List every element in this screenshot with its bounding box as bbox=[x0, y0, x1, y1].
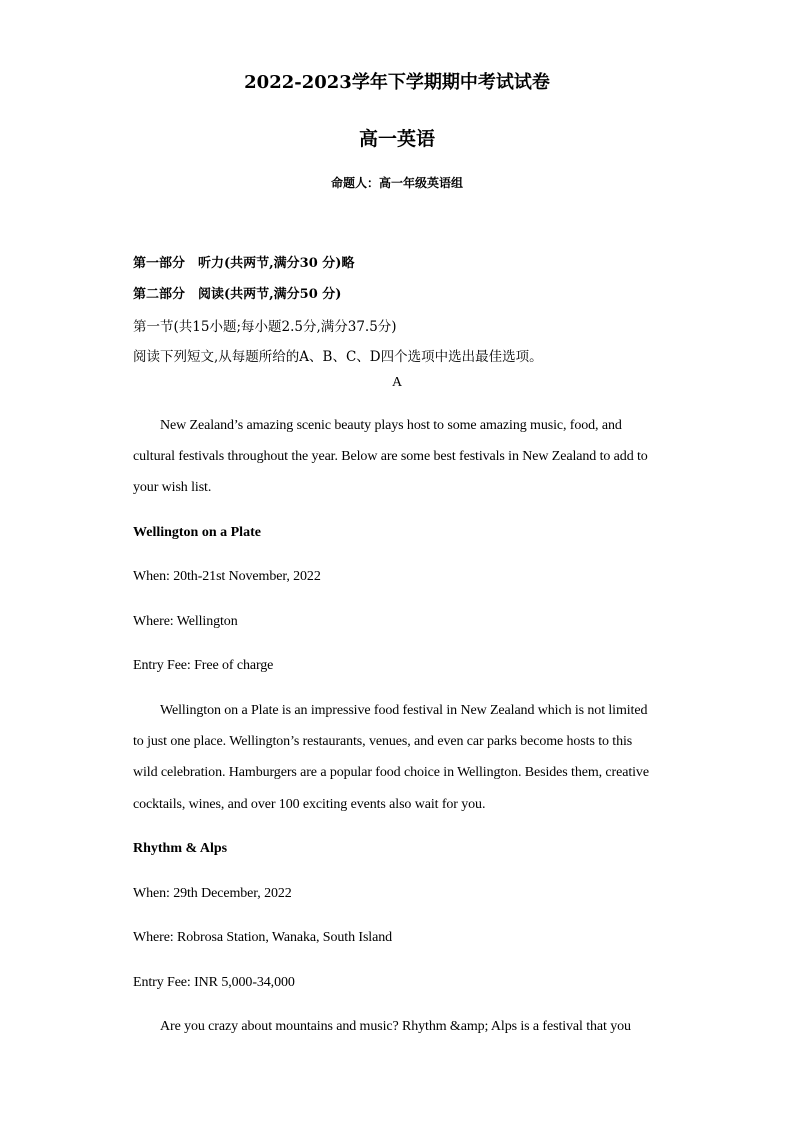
festival-where: Where: Wellington bbox=[133, 614, 238, 629]
part2-heading: 第二部分 阅读(共两节,满分50 分) bbox=[133, 287, 342, 302]
festival-desc-line: to just one place. Wellington’s restaurants, venues, and even car parks become hosts to this bbox=[133, 734, 633, 749]
festival-desc-line: cocktails, wines, and over 100 exciting events also wait for you. bbox=[133, 797, 486, 812]
festival-desc-line: Are you crazy about mountains and music? Rhythm &amp; Alps is a festival that you bbox=[160, 1019, 631, 1034]
directions: 阅读下列短文,从每题所给的A、B、C、D四个选项中选出最佳选项。 bbox=[133, 349, 543, 365]
section1-heading: 第一节(共15小题;每小题2.5分,满分37.5分) bbox=[133, 319, 397, 335]
festival-desc-line: Wellington on a Plate is an impressive food festival in New Zealand which is not limited bbox=[160, 703, 648, 718]
part1-heading: 第一部分 听力(共两节,满分30 分)略 bbox=[133, 256, 355, 271]
festival-when: When: 29th December, 2022 bbox=[133, 886, 292, 901]
festival-fee: Entry Fee: INR 5,000-34,000 bbox=[133, 975, 295, 990]
festival-name: Wellington on a Plate bbox=[133, 525, 261, 540]
festival-fee: Entry Fee: Free of charge bbox=[133, 658, 274, 673]
subject-title: 高一英语 bbox=[358, 128, 435, 150]
festival-desc-line: wild celebration. Hamburgers are a popular food choice in Wellington. Besides them, creative bbox=[133, 765, 649, 780]
exam-title: 2022-2023学年下学期期中考试试卷 bbox=[244, 72, 550, 93]
passage-letter: A bbox=[391, 375, 402, 390]
festival-where: Where: Robrosa Station, Wanaka, South Island bbox=[133, 930, 392, 945]
festival-when: When: 20th-21st November, 2022 bbox=[133, 569, 321, 584]
intro-line: cultural festivals throughout the year. Below are some best festivals in New Zealand to add to bbox=[133, 449, 648, 464]
author-line: 命题人：高一年级英语组 bbox=[330, 176, 463, 190]
intro-line: New Zealand’s amazing scenic beauty plays host to some amazing music, food, and bbox=[160, 418, 622, 433]
intro-line: your wish list. bbox=[133, 480, 212, 495]
festival-name: Rhythm & Alps bbox=[133, 841, 228, 856]
